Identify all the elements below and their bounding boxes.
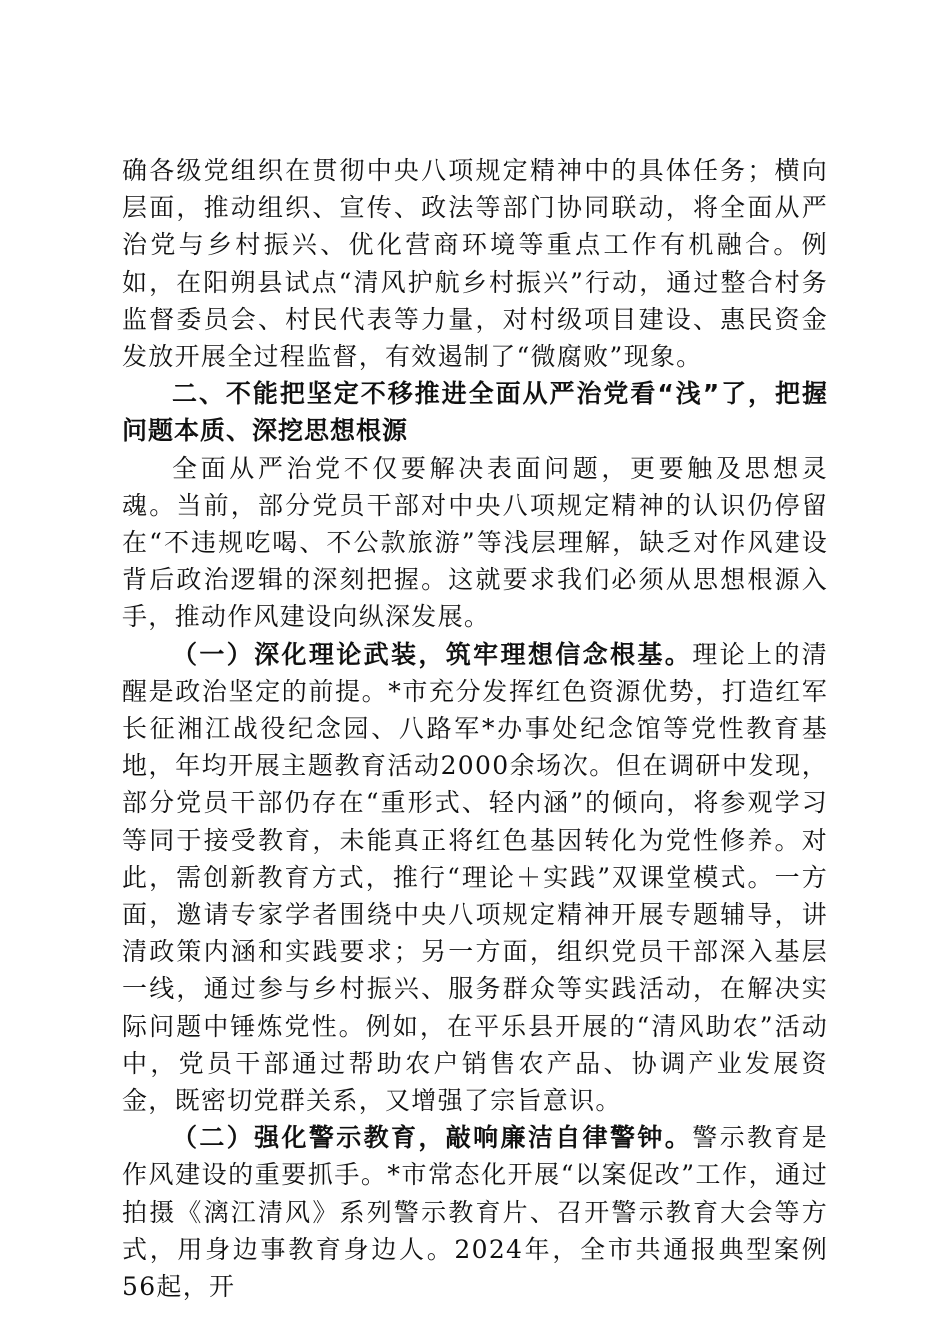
section-heading-2: 二、不能把坚定不移推进全面从严治党看“浅”了，把握问题本质、深挖思想根源 bbox=[122, 379, 828, 446]
paragraph-continuation: 确各级党组织在贯彻中央八项规定精神中的具体任务；横向层面，推动组织、宣传、政法等部门协同联动，将全面从严治党与乡村振兴、优化营商环境等重点工作有机融合。例如，在阳朔县试点“清风护航乡村振兴”行动，通过整合村务监督委员会、村民代表等力量，对村级项目建设、惠民资金发放开展全过程监督，有效遏制了“微腐败”现象。 bbox=[122, 156, 828, 372]
subsection-2-title: （二）强化警示教育，敲响廉洁自律警钟。 bbox=[172, 1123, 693, 1153]
paragraph-subsection-2 bbox=[122, 1119, 828, 1305]
document-body bbox=[122, 152, 828, 1305]
subsection-1-body: 理论上的清醒是政治坚定的前提。*市充分发挥红色资源优势，打造红军长征湘江战役纪念园、八路军*办事处纪念馆等党性教育基地，年均开展主题教育活动2000余场次。但在调研中发现，部分党员干部仍存在“重形式、轻内涵”的倾向，将参观学习等同于接受教育，未能真正将红色基因转化为党性修养。对此，需创新教育方式，推行“理论＋实践”双课堂模式。一方面，邀请专家学者围绕中央八项规定精神开展专题辅导，讲清政策内涵和实践要求；另一方面，组织党员干部深入基层一线，通过参与乡村振兴、服务群众等实践活动，在解决实际问题中锤炼党性。例如，在平乐县开展的“清风助农”活动中，党员干部通过帮助农户销售农产品、协调产业发展资金，既密切党群关系，又增强了宗旨意识。 bbox=[122, 639, 828, 1116]
subsection-1-title: （一）深化理论武装，筑牢理想信念根基。 bbox=[172, 639, 693, 669]
paragraph-intro: 全面从严治党不仅要解决表面问题，更要触及思想灵魂。当前，部分党员干部对中央八项规定精神的认识仍停留在“不违规吃喝、不公款旅游”等浅层理解，缺乏对作风建设背后政治逻辑的深刻把握。这就要求我们必须从思想根源入手，推动作风建设向纵深发展。 bbox=[122, 453, 828, 632]
subsection-2-body: 警示教育是作风建设的重要抓手。*市常态化开展“以案促改”工作，通过拍摄《漓江清风》系列警示教育片、召开警示教育大会等方式，用身边事教育身边人。2024年，全市共通报典型案例56起，开 bbox=[122, 1123, 828, 1302]
paragraph-subsection-1 bbox=[122, 636, 828, 1120]
